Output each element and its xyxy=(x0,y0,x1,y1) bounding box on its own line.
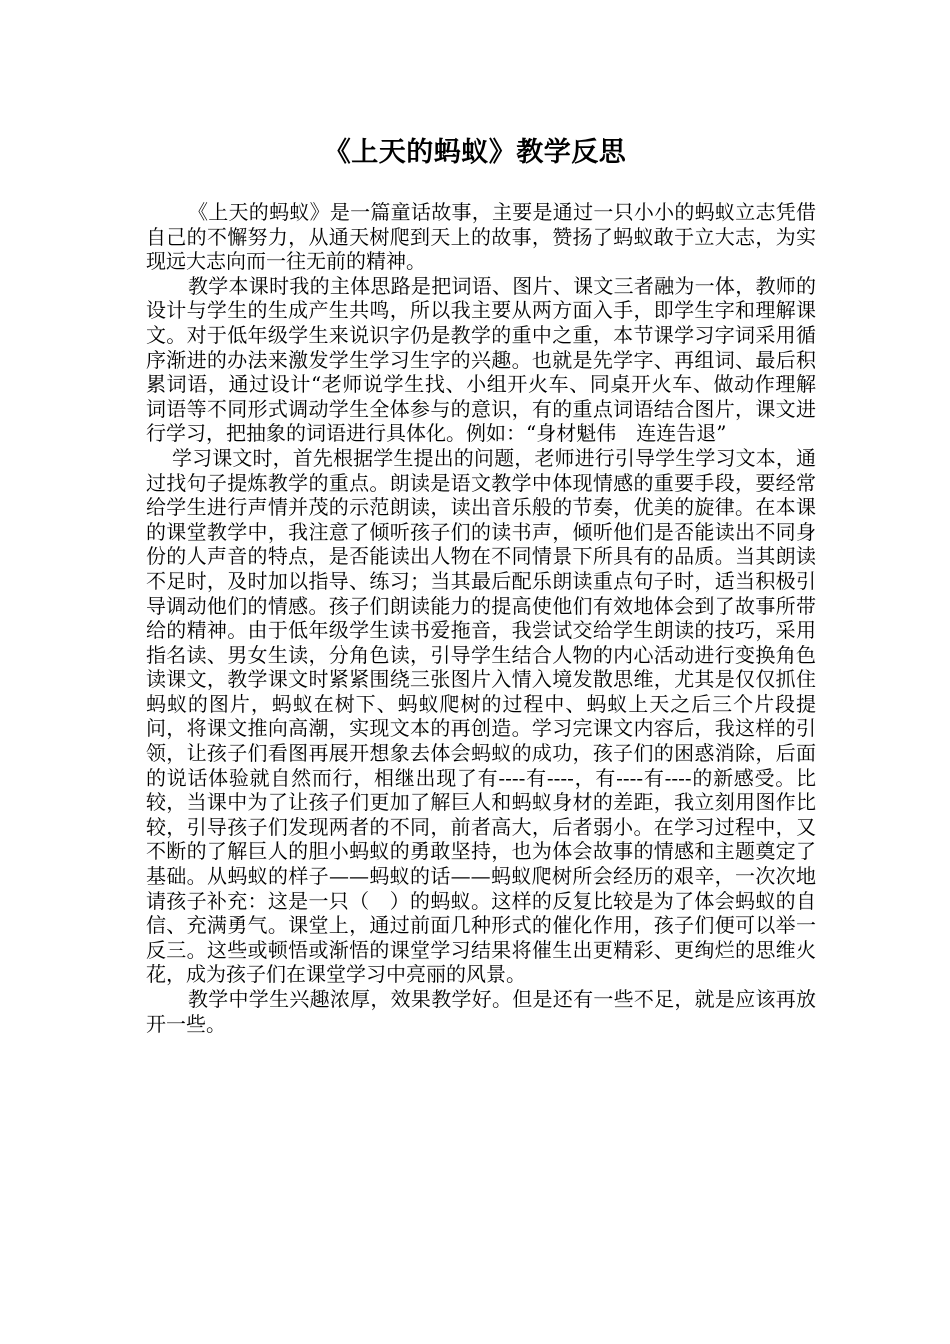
document-body xyxy=(146,200,816,1036)
document-title: 《上天的蚂蚁》教学反思 xyxy=(323,137,627,168)
paragraph-conclusion: 教学中学生兴趣浓厚，效果教学好。但是还有一些不足，就是应该再放开一些。 xyxy=(146,987,816,1036)
paragraph-teaching-approach: 教学本课时我的主体思路是把词语、图片、课文三者融为一体，教师的设计与学生的生成产生共鸣，所以我主要从两方面入手，即学生字和理解课文。对于低年级学生来说识字仍是教学的重中之重，本节课学习字词采用循序渐进的办法来激发学生学习生字的兴趣。也就是先学字、再组词、最后积累词语，通过设计“老师说学生找、小组开火车、同桌开火车、做动作理解词语等不同形式调动学生全体参与的意识，有的重点词语结合图片，课文进行学习，把抽象的词语进行具体化。例如：“身材魁伟 连连告退” xyxy=(146,273,816,446)
paragraph-intro: 《上天的蚂蚁》是一篇童话故事，主要是通过一只小小的蚂蚁立志凭借自己的不懈努力，从通天树爬到天上的故事，赞扬了蚂蚁敢于立大志，为实现远大志向而一往无前的精神。 xyxy=(146,200,816,274)
paragraph-reading-study: 学习课文时，首先根据学生提出的问题，老师进行引导学生学习文本，通过找句子提炼教学的重点。朗读是语文教学中体现情感的重要手段，要经常给学生进行声情并茂的示范朗读，读出音乐般的节奏，优美的旋律。在本课的课堂教学中，我注意了倾听孩子们的读书声，倾听他们是否能读出不同身份的人声音的特点，是否能读出人物在不同情景下所具有的品质。当其朗读不足时，及时加以指导、练习；当其最后配乐朗读重点句子时，适当积极引导调动他们的情感。孩子们朗读能力的提高使他们有效地体会到了故事所带给的精神。由于低年级学生读书爱拖音，我尝试交给学生朗读的技巧，采用指名读、男女生读，分角色读，引导学生结合人物的内心活动进行变换角色读课文，教学课文时紧紧围绕三张图片入情入境发散思维，尤其是仅仅抓住蚂蚁的图片，蚂蚁在树下、蚂蚁爬树的过程中、蚂蚁上天之后三个片段提问，将课文推向高潮，实现文本的再创造。学习完课文内容后，我这样的引领，让孩子们看图再展开想象去体会蚂蚁的成功，孩子们的困惑消除，后面的说话体验就自然而行，相继出现了有----有----，有----有----的新感受。比较，当课中为了让孩子们更加了解巨人和蚂蚁身材的差距，我立刻用图作比较，引导孩子们发现两者的不同，前者高大，后者弱小。在学习过程中，又不断的了解巨人的胆小蚂蚁的勇敢坚持，也为体会故事的情感和主题奠定了基础。从蚂蚁的样子——蚂蚁的话——蚂蚁爬树所会经历的艰辛，一次次地请孩子补充：这是一只（ ）的蚂蚁。这样的反复比较是为了体会蚂蚁的自信、充满勇气。课堂上，通过前面几种形式的催化作用，孩子们便可以举一反三。这些或顿悟或渐悟的课堂学习结果将催生出更精彩、更绚烂的思维火花，成为孩子们在课堂学习中亮丽的风景。 xyxy=(146,445,816,987)
